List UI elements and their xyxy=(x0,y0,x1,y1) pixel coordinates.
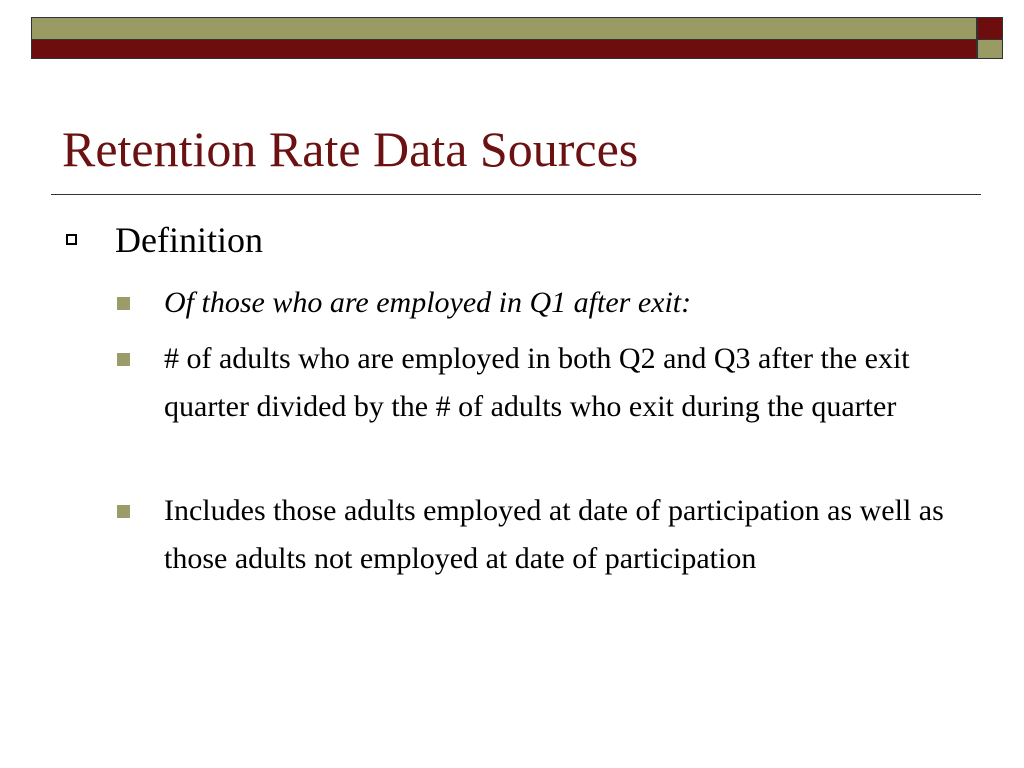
sub-bullet-2: # of adults who are employed in both Q2 and Q3 after the exit quarter divided by the # of adults who exit during the quarter xyxy=(164,342,910,423)
sub-bullet-1: Of those who are employed in Q1 after exit: xyxy=(164,286,692,319)
square-bullet-icon xyxy=(117,297,130,310)
square-bullet-icon xyxy=(117,353,130,366)
header-band-olive xyxy=(31,17,977,40)
hollow-square-bullet-icon xyxy=(66,234,77,245)
title-divider xyxy=(51,194,981,195)
square-bullet-icon xyxy=(117,505,130,518)
corner-block-maroon xyxy=(977,17,1003,40)
corner-block-olive xyxy=(977,40,1003,59)
bullet-definition: Definition xyxy=(115,220,263,260)
header-band-maroon xyxy=(31,40,977,59)
slide-title: Retention Rate Data Sources xyxy=(62,121,639,177)
sub-bullet-3: Includes those adults employed at date of participation as well as those adults not employed at date of participation xyxy=(164,494,944,575)
